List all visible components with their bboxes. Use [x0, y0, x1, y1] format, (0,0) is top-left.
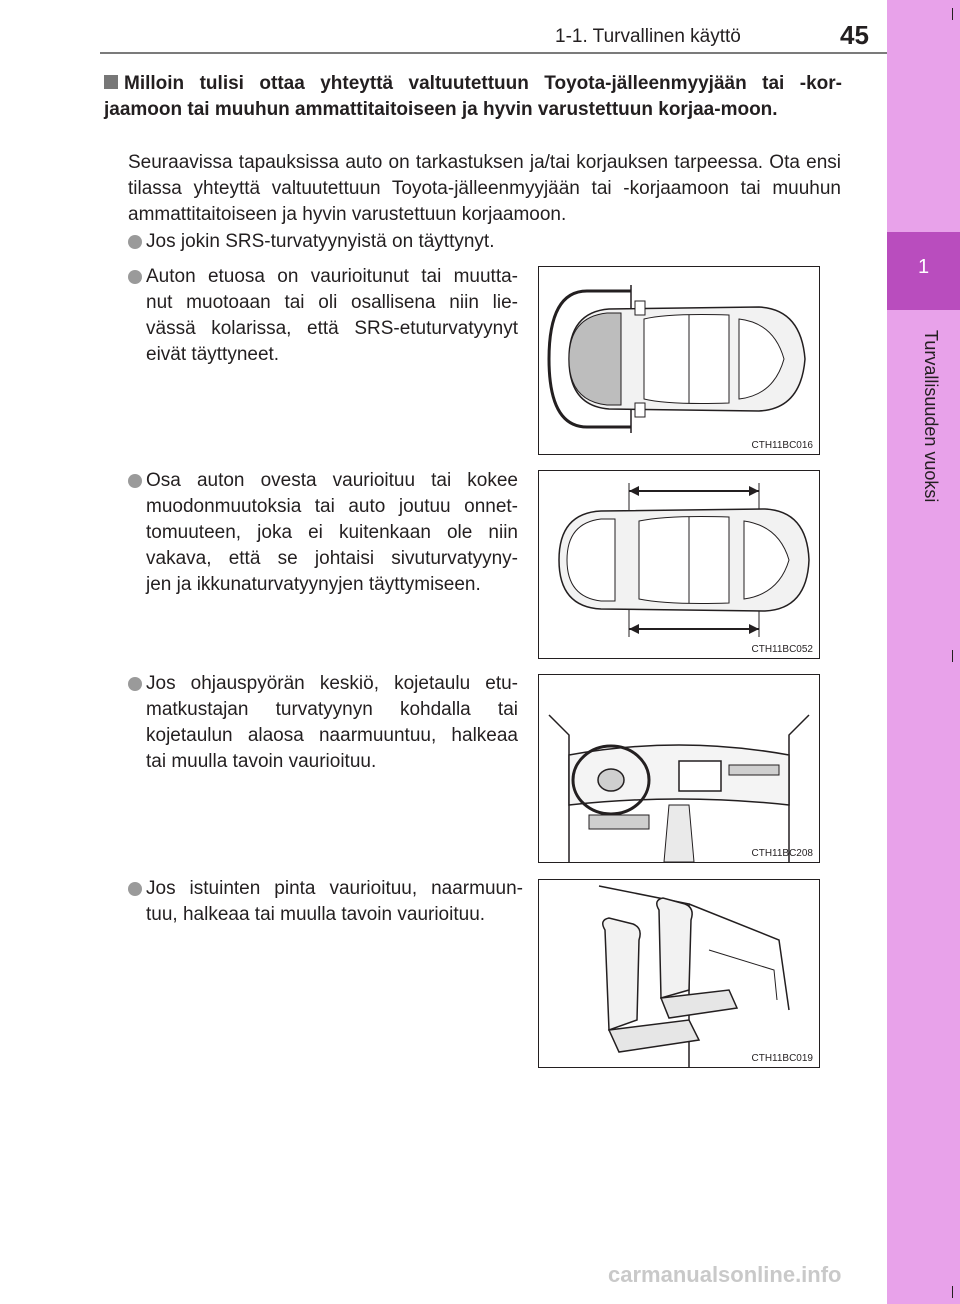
list-item: Jos jokin SRS-turvatyynyistä on täyttynyt. [128, 229, 548, 255]
bullet-icon [128, 270, 142, 284]
list-item: Jos istuinten pinta vaurioituu, naarmuun- tuu, halkeaa tai muulla tavoin vaurioituu. [128, 876, 523, 928]
header-title: 1-1. Turvallinen käyttö [555, 26, 741, 47]
bullet-icon [128, 882, 142, 896]
bullet-icon [128, 677, 142, 691]
figure-dashboard [538, 674, 820, 863]
page-number: 45 [840, 20, 869, 50]
figure-code: CTH11BC208 [751, 848, 813, 859]
list-item: Auton etuosa on vaurioitunut tai muutta- nut muotoaan tai oli osallisena niin lie- vässä kolarissa, että SRS-etuturvatyynyt eivät täyttyneet. [128, 264, 518, 368]
figure-seats [538, 879, 820, 1068]
section-heading: Milloin tulisi ottaa yhteyttä valtuutettuun Toyota-jälleenmyyjään tai -kor-jaamoon tai muuhun ammattitaitoiseen ja hyvin varustettuun korjaa-moon. [104, 73, 842, 120]
figure-side-impact [538, 470, 820, 659]
bullet-icon [128, 474, 142, 488]
section-intro: Seuraavissa tapauksissa auto on tarkastuksen ja/tai korjauksen tarpeessa. Ota ensi tilassa yhteyttä valtuutettuun Toyota-jälleenmyyjään tai -korjaamoon tai muuhun ammattitaitoiseen ja hyvin varustettuun korjaamoon. [128, 152, 841, 225]
figure-code: CTH11BC016 [751, 440, 813, 451]
watermark: carmanualsonline.info [608, 1262, 842, 1287]
figure-code: CTH11BC019 [751, 1053, 813, 1064]
car-top-view-illustration [539, 267, 819, 454]
list-item: Jos ohjauspyörän keskiö, kojetaulu etu- matkustajan turvatyynyn kohdalla tai kojetaulun alaosa naarmuuntuu, halkeaa tai muulla tavoin vaurioituu. [128, 671, 518, 775]
header-divider [100, 52, 887, 54]
list-item: Osa auton ovesta vaurioituu tai kokee muodonmuutoksia tai auto joutuu onnet- tomuuteen, joka ei kuitenkaan ole niin vakava, että se johtaisi sivuturvatyyny- jen ja ikkunaturvatyynyjen täyttymiseen. [128, 468, 518, 598]
figure-code: CTH11BC052 [751, 644, 813, 655]
crop-mark [952, 650, 953, 662]
chapter-number: 1 [917, 256, 930, 278]
figure-front-impact [538, 266, 820, 455]
crop-mark [952, 8, 953, 20]
bullet-icon [128, 235, 142, 249]
crop-mark [952, 1286, 953, 1298]
dashboard-illustration [539, 675, 819, 862]
car-side-arrows-illustration [539, 471, 819, 658]
square-bullet-icon [104, 75, 118, 89]
chapter-sidebar [887, 0, 960, 1304]
seats-illustration [539, 880, 819, 1067]
chapter-title: Turvallisuuden vuoksi [921, 330, 941, 503]
